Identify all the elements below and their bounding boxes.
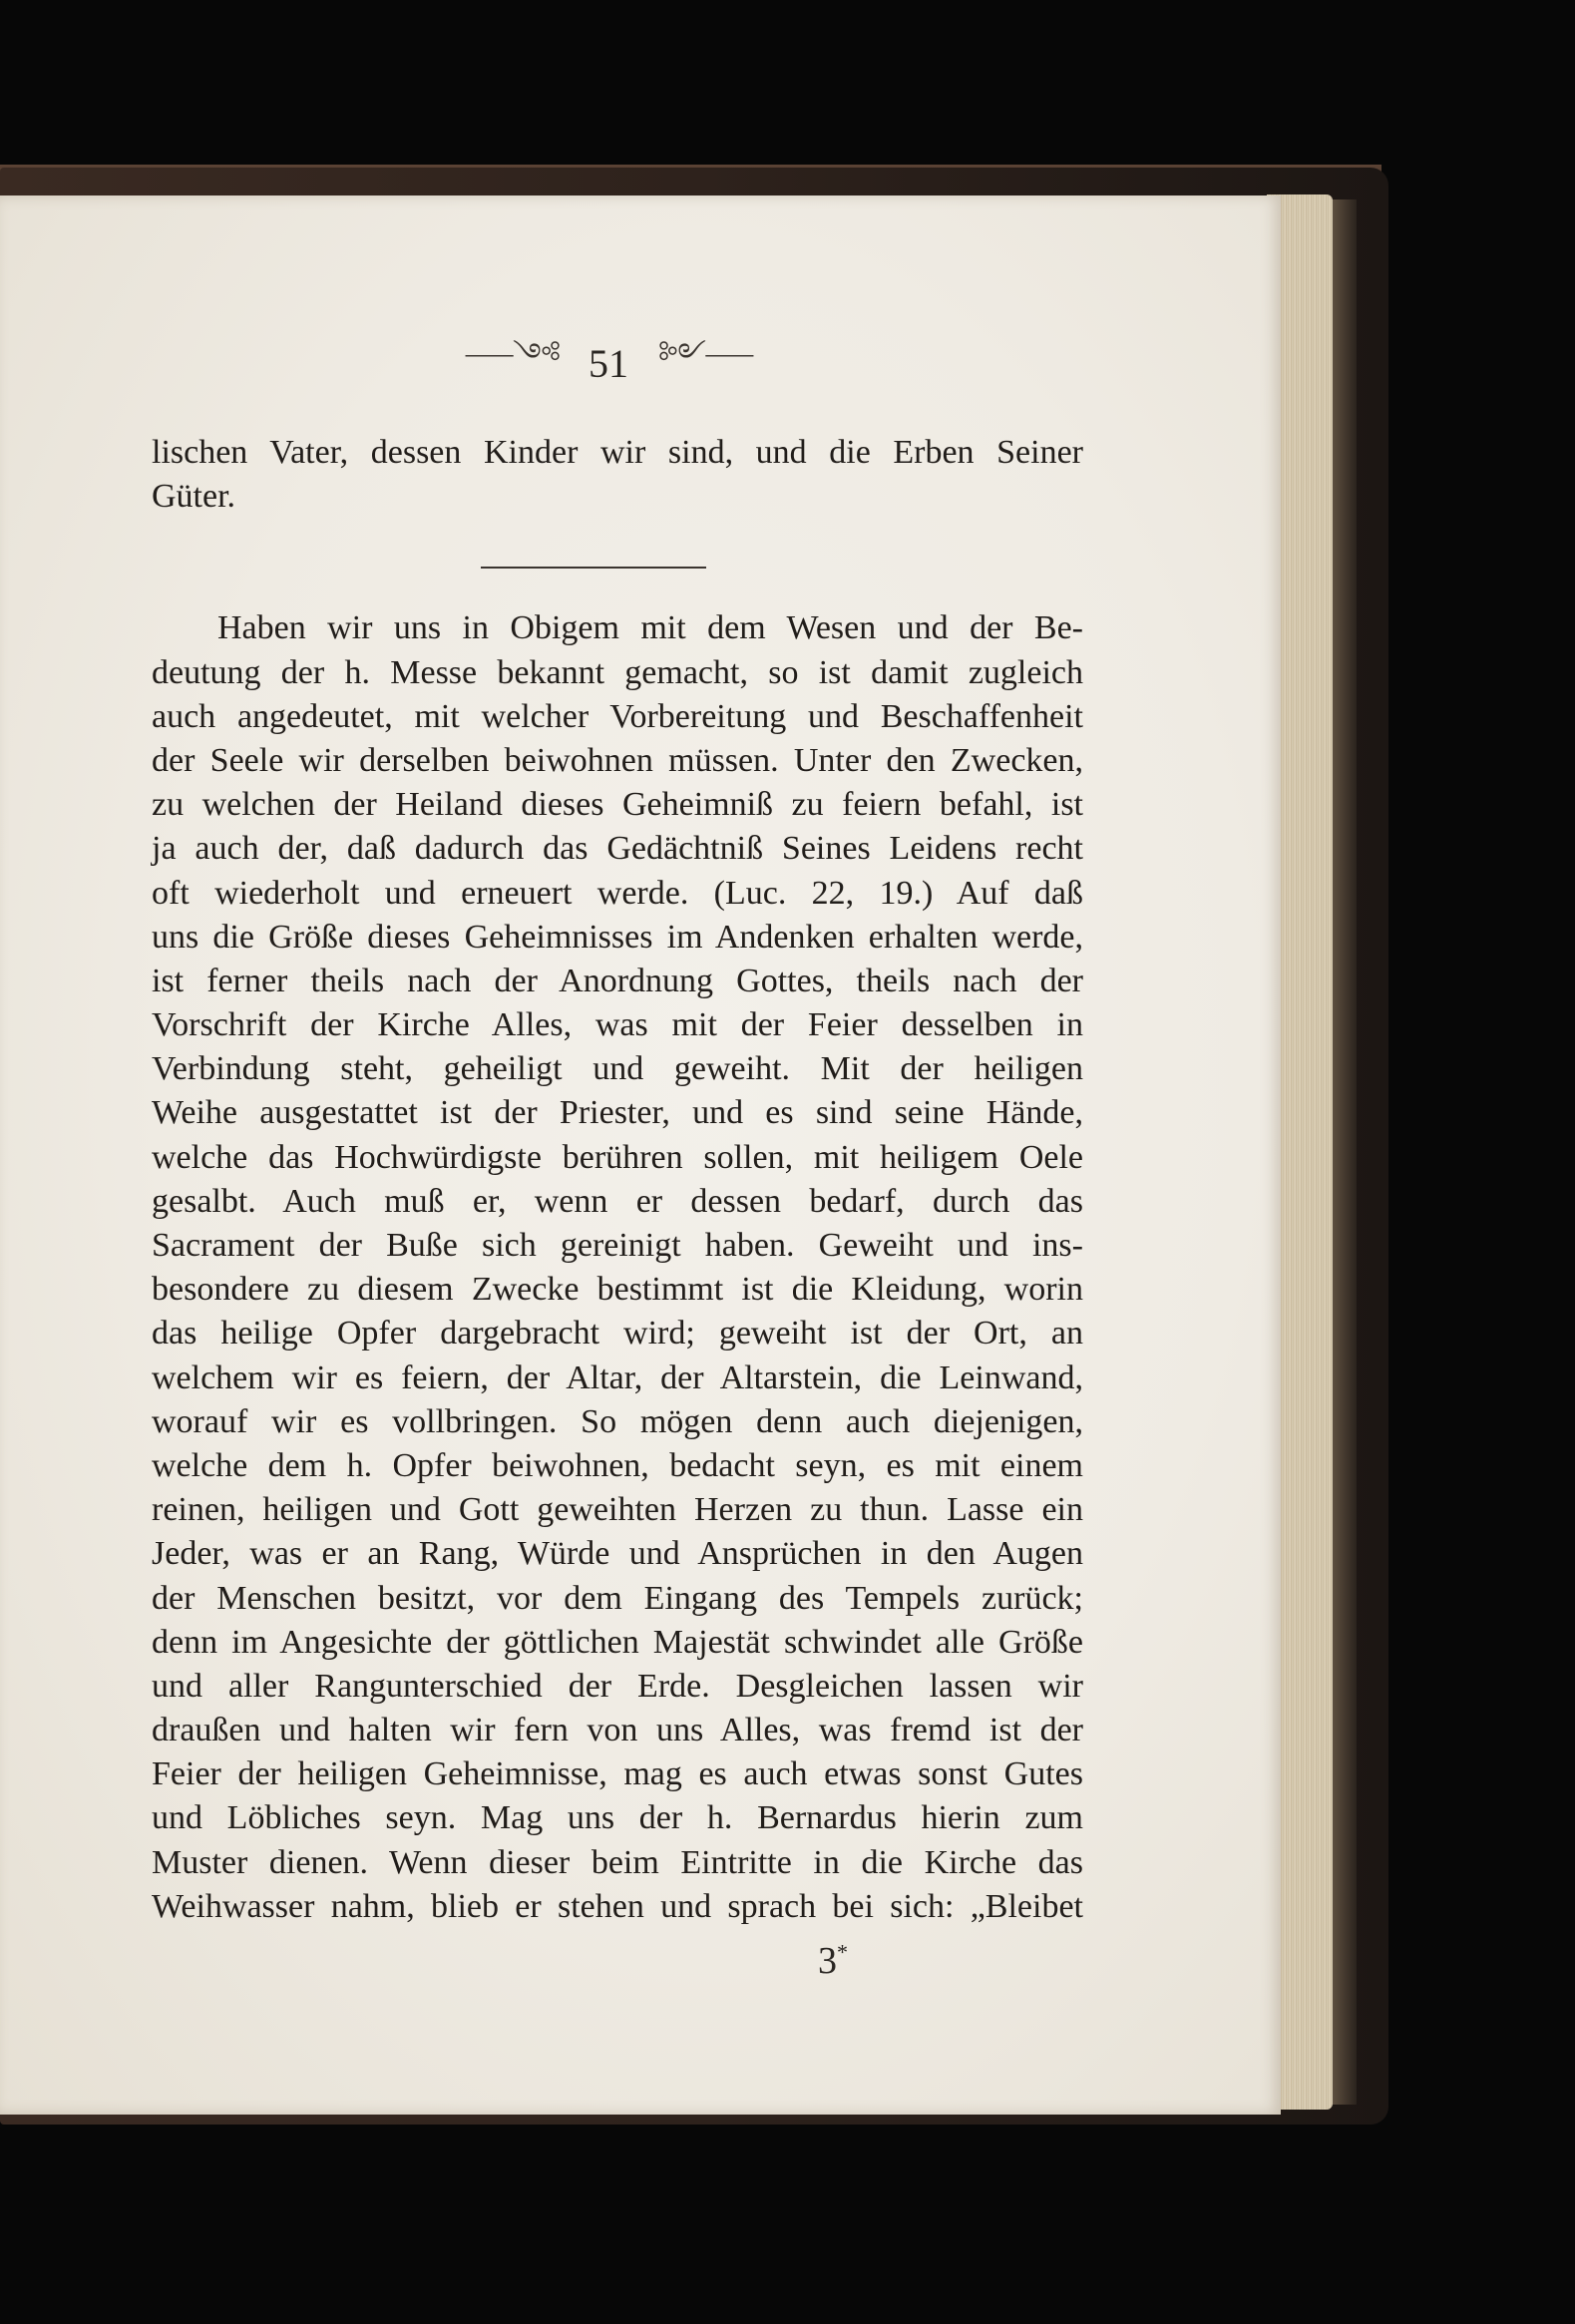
text-line: Verbindung steht, geheiligt und geweiht. Mit der heiligen [152, 1050, 1083, 1088]
text-line: uns die Größe dieses Geheimnisses im Andenken erhalten werde, [152, 918, 1083, 956]
text-line: oft wiederholt und erneuert werde. (Luc. 22, 19.) Auf daß [152, 874, 1083, 912]
text-line: ist ferner theils nach der Anordnung Gottes, theils nach der [152, 962, 1083, 999]
text-line: das heilige Opfer dargebracht wird; geweiht ist der Ort, an [152, 1315, 1083, 1353]
text-line: und aller Rangunterschied der Erde. Desgleichen lassen wir [152, 1667, 1083, 1705]
section-divider [152, 519, 1083, 606]
page-header [459, 333, 758, 393]
text-line: Muster dienen. Wenn dieser beim Eintritte in die Kirche das [152, 1843, 1083, 1881]
text-line: Haben wir uns in Obigem mit dem Wesen und der Be- [217, 609, 1083, 647]
text-line: auch angedeutet, mit welcher Vorbereitung und Beschaffenheit [152, 697, 1083, 735]
body-text [152, 431, 1083, 1929]
text-line: Vorschrift der Kirche Alles, was mit der Feier desselben in [152, 1006, 1083, 1044]
paragraph-continuation [152, 431, 1083, 519]
text-line: deutung der h. Messe bekannt gemacht, so ist damit zugleich [152, 653, 1083, 691]
text-line: Sacrament der Buße sich gereinigt haben. Geweiht und ins- [152, 1227, 1083, 1264]
header-ornament-right: ༻⸺ [658, 337, 753, 372]
text-line: Weihwasser nahm, blieb er stehen und sprach bei sich: „Bleibet [152, 1887, 1083, 1925]
signature-star: * [837, 1939, 848, 1965]
text-line: zu welchen der Heiland dieses Geheimniß zu feiern befahl, ist [152, 786, 1083, 824]
text-line: draußen und halten wir fern von uns Alles, was fremd ist der [152, 1712, 1083, 1749]
paragraph-main [152, 606, 1083, 1929]
text-line: Jeder, was er an Rang, Würde und Ansprüchen in den Augen [152, 1535, 1083, 1573]
text-line: gesalbt. Auch muß er, wenn er dessen bedarf, durch das [152, 1182, 1083, 1220]
text-line: lischen Vater, dessen Kinder wir sind, und die Erben Seiner [152, 434, 1083, 471]
text-line: worauf wir es vollbringen. So mögen denn auch diejenigen, [152, 1402, 1083, 1440]
text-line: der Menschen besitzt, vor dem Eingang des Tempels zurück; [152, 1579, 1083, 1617]
text-line: besondere zu diesem Zwecke bestimmt ist die Kleidung, worin [152, 1271, 1083, 1309]
text-line: und Löbliches seyn. Mag uns der h. Bernardus hierin zum [152, 1799, 1083, 1837]
text-line: denn im Angesichte der göttlichen Majestät schwindet alle Größe [152, 1623, 1083, 1661]
text-line: der Seele wir derselben beiwohnen müssen. Unter den Zwecken, [152, 741, 1083, 779]
text-line: reinen, heiligen und Gott geweihten Herzen zu thun. Lasse ein [152, 1491, 1083, 1529]
signature-mark [818, 1939, 848, 1983]
text-line: welche das Hochwürdigste berühren sollen, mit heiligem Oele [152, 1138, 1083, 1176]
text-line: Weihe ausgestattet ist der Priester, und es sind seine Hände, [152, 1094, 1083, 1132]
header-ornament-left: ⸺༺ [464, 337, 559, 372]
text-line: Güter. [152, 478, 236, 516]
page-number: 51 [589, 340, 628, 386]
text-line: welche dem h. Opfer beiwohnen, bedacht seyn, es mit einem [152, 1446, 1083, 1484]
text-line: ja auch der, daß dadurch das Gedächtniß Seines Leidens recht [152, 830, 1083, 868]
divider-rule [481, 567, 706, 569]
text-line: Feier der heiligen Geheimnisse, mag es auch etwas sonst Gutes [152, 1755, 1083, 1793]
text-line: welchem wir es feiern, der Altar, der Altarstein, die Leinwand, [152, 1358, 1083, 1396]
signature-number: 3 [818, 1940, 837, 1982]
